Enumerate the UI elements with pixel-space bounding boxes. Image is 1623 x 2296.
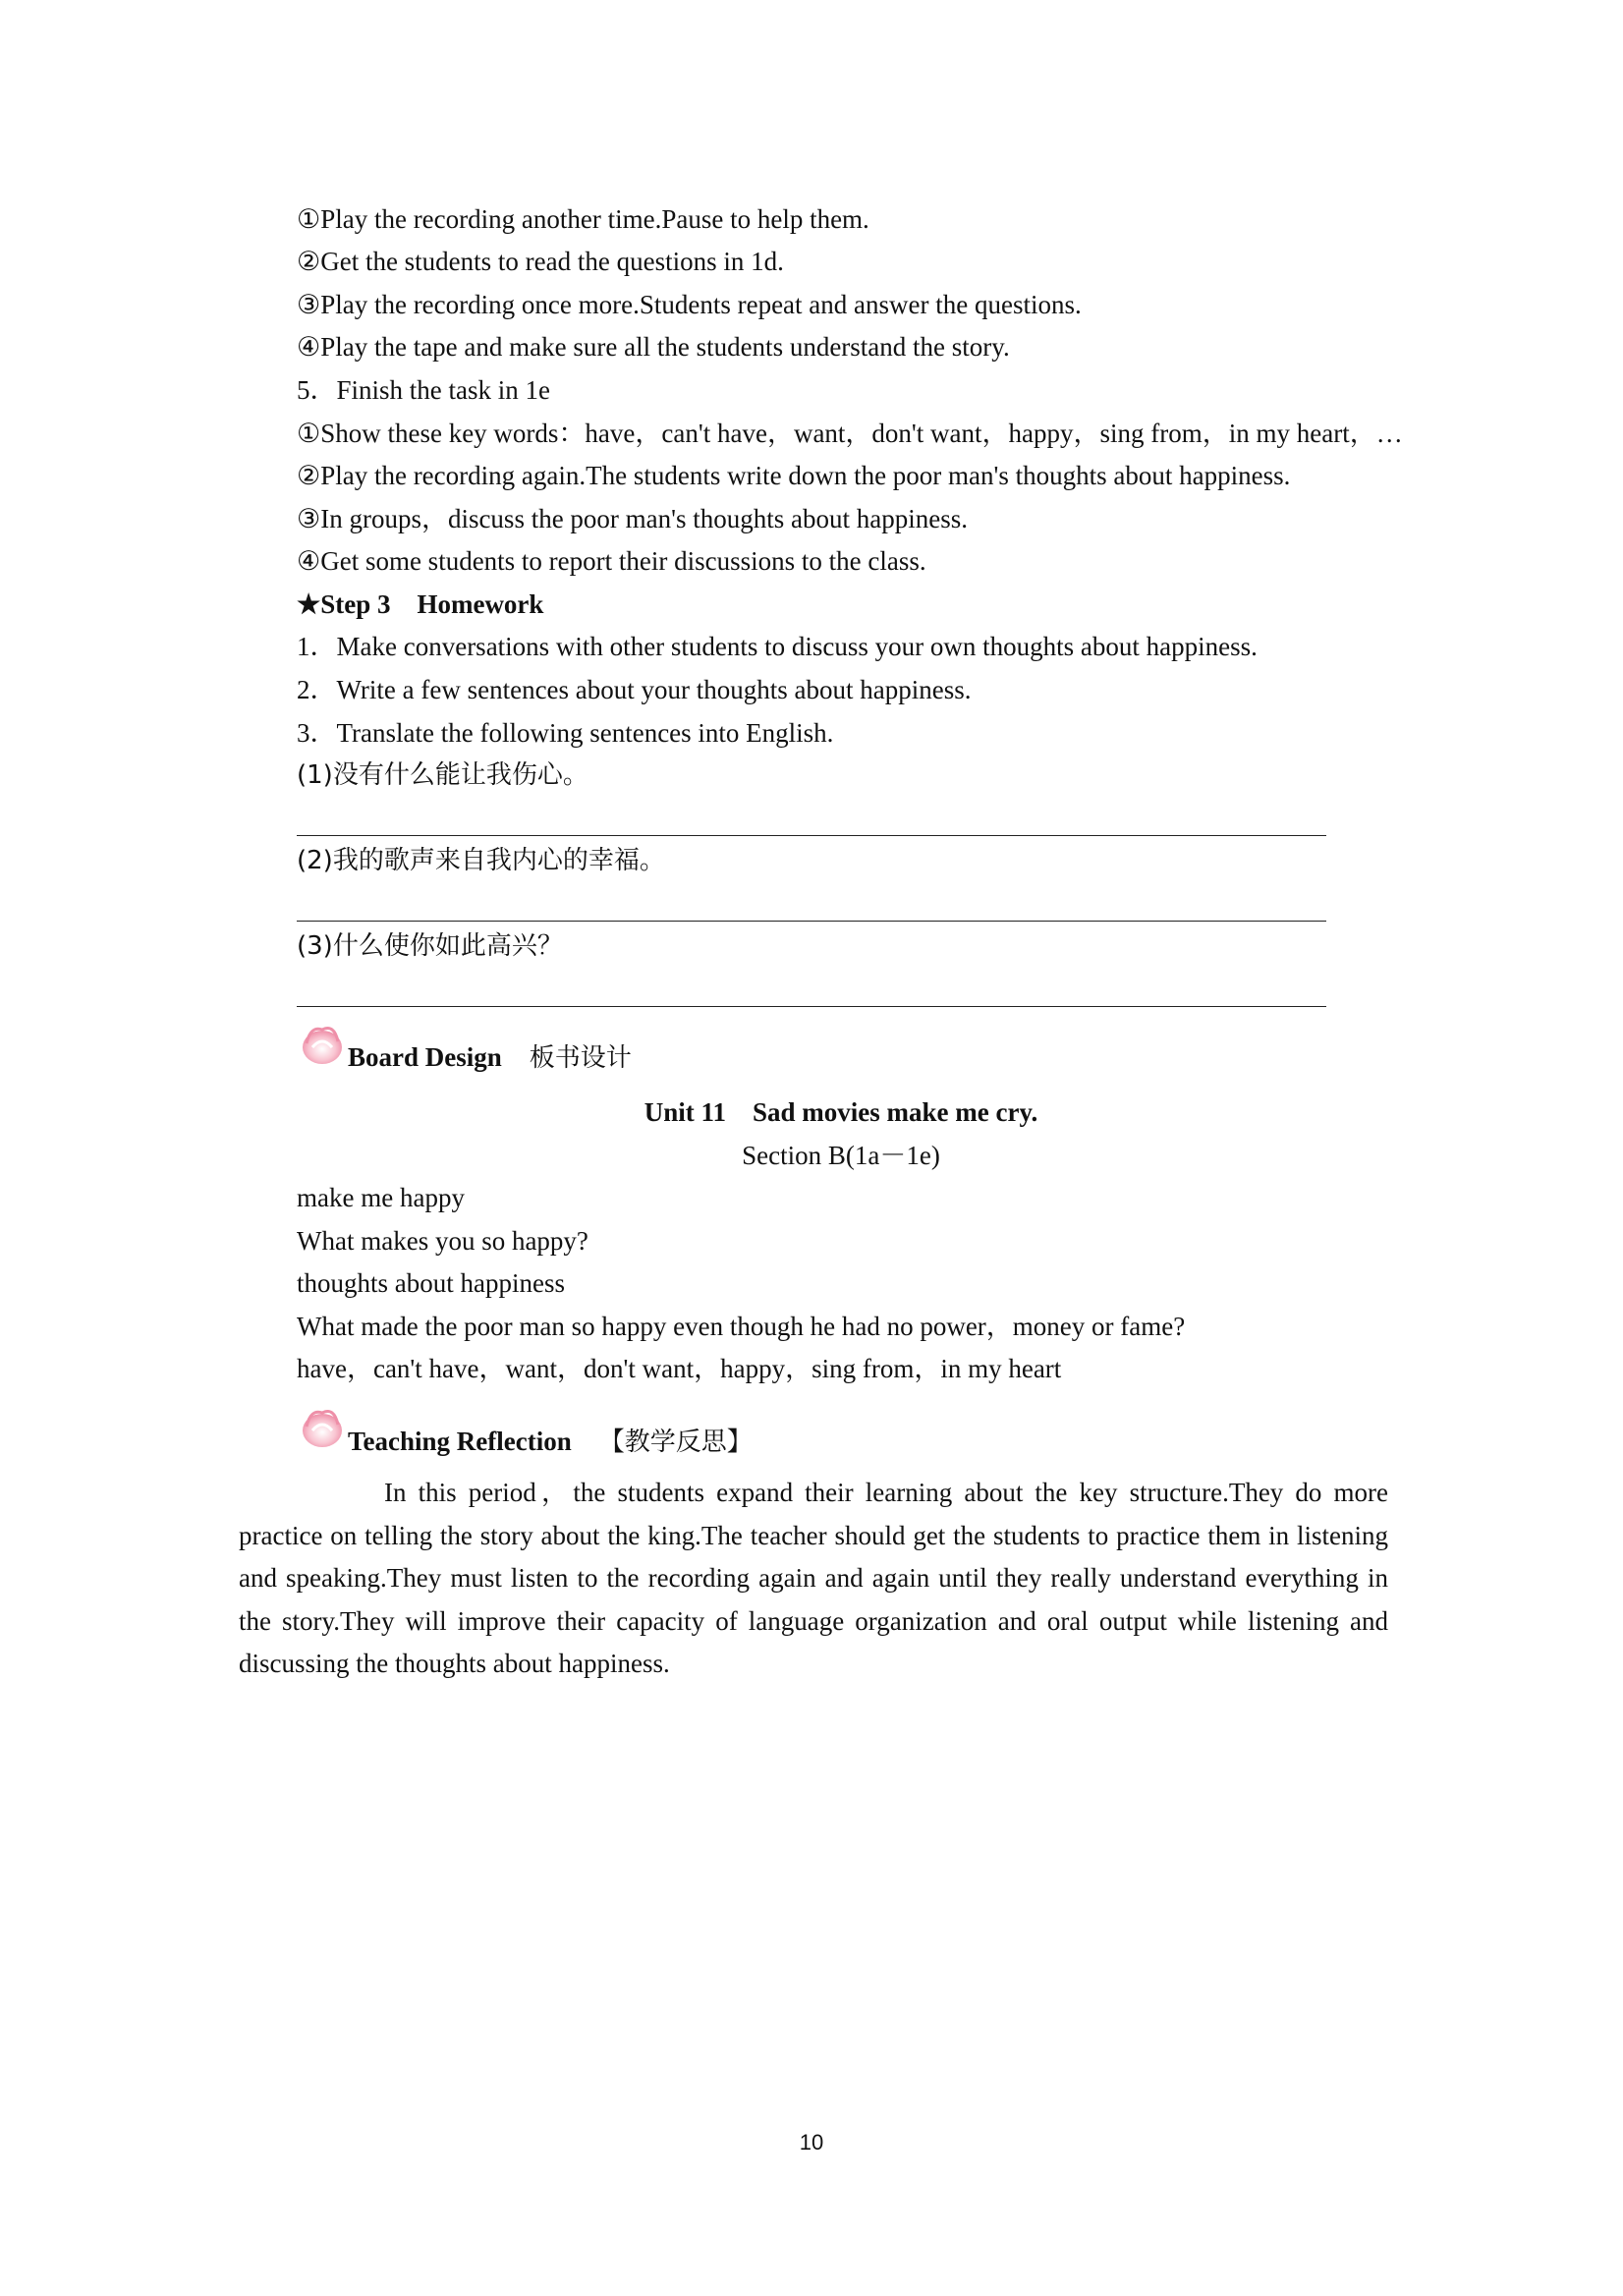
board-line: What makes you so happy? xyxy=(297,1226,588,1256)
instruction-line: ②Play the recording again.The students write down the poor man's thoughts about happiness. xyxy=(297,461,1291,490)
translate-sentence: (1)没有什么能让我伤心。 xyxy=(297,760,588,790)
board-line: make me happy xyxy=(297,1183,465,1212)
board-design-title-cn: 板书设计 xyxy=(529,1043,632,1073)
board-line: What made the poor man so happy even though he had no power，money or fame? xyxy=(297,1312,1186,1341)
instruction-line: ②Get the students to read the questions in 1d. xyxy=(297,247,784,276)
translate-sentence: (2)我的歌声来自我内心的幸福。 xyxy=(297,846,665,875)
task-heading: 5．Finish the task in 1e xyxy=(297,375,550,405)
teaching-reflection-title: Teaching Reflection xyxy=(348,1427,572,1456)
homework-item: 1．Make conversations with other students to discuss your own thoughts about happiness. xyxy=(297,632,1258,661)
translate-sentence: (3)什么使你如此高兴？ xyxy=(297,931,563,961)
instruction-line: ③In groups，discuss the poor man's thoughts about happiness. xyxy=(297,504,969,533)
answer-blank[interactable] xyxy=(297,921,1326,922)
instruction-line: ④Play the tape and make sure all the students understand the story. xyxy=(297,332,1010,362)
instruction-line: ①Play the recording another time.Pause to help them. xyxy=(297,204,869,234)
page-number: 10 xyxy=(799,2130,824,2155)
homework-item: 2．Write a few sentences about your thoughts about happiness. xyxy=(297,675,972,704)
board-line: thoughts about happiness xyxy=(297,1268,565,1298)
unit-title: Unit 11 Sad movies make me cry. xyxy=(644,1097,1038,1127)
answer-blank[interactable] xyxy=(297,1006,1326,1007)
homework-item: 3．Translate the following sentences into English. xyxy=(297,718,834,748)
step3-heading: ★Step 3 Homework xyxy=(297,589,544,619)
board-design-title: Board Design xyxy=(348,1042,502,1072)
instruction-line: ①Show these key words：have，can't have，want，don't want，happy，sing from，in my heart，… xyxy=(297,419,1403,448)
pink-flower-icon xyxy=(297,1401,348,1452)
board-line: have，can't have，want，don't want，happy，sing from，in my heart xyxy=(297,1354,1062,1383)
section-subtitle: Section B(1a－1e) xyxy=(742,1141,940,1170)
reflection-paragraph: In this period，the students expand their learning about the key structure.They do more practice on telling the story about the king.The teacher should get the students to practice them in listening and speaking.They must listen to the recording again and again until they really understand everything in the story.They will improve their capacity of language organization and oral output while listening and discussing the thoughts about happiness. xyxy=(239,1478,1388,1678)
instruction-line: ③Play the recording once more.Students repeat and answer the questions. xyxy=(297,290,1082,319)
answer-blank[interactable] xyxy=(297,835,1326,836)
teaching-reflection-title-cn: 【教学反思】 xyxy=(598,1428,753,1457)
instruction-line: ④Get some students to report their discussions to the class. xyxy=(297,546,926,576)
pink-flower-icon xyxy=(297,1018,348,1069)
